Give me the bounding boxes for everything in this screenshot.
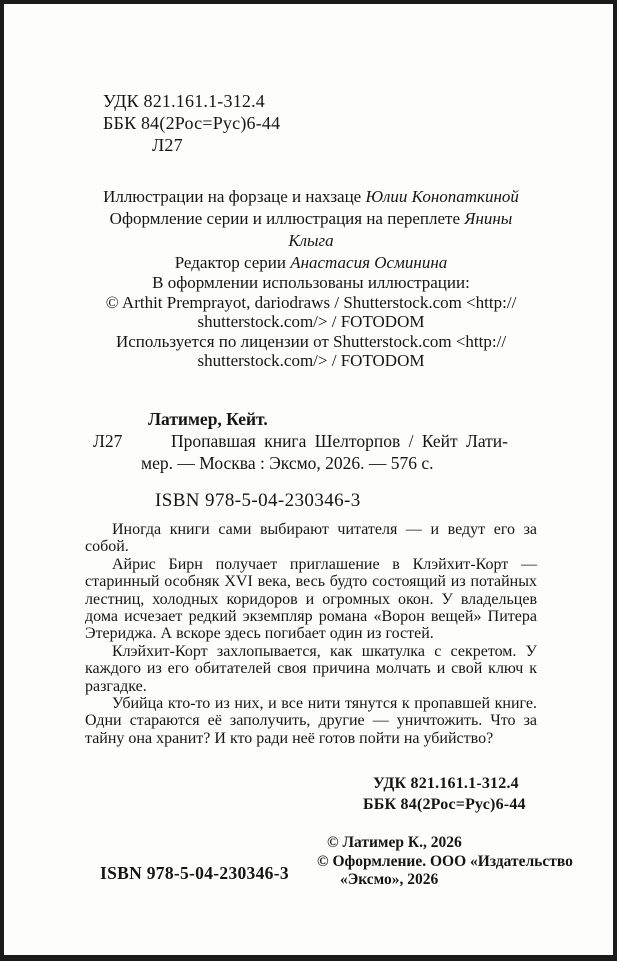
udk-line: УДК 821.161.1-312.4: [103, 91, 266, 111]
annotation-block: [85, 521, 537, 747]
credit-role: Редактор серии: [174, 253, 286, 272]
notice-line: В оформлении использованы иллюстрации:: [152, 273, 470, 292]
credit-line-cover: [85, 208, 537, 252]
copyright-author-line: © Латимер К., 2026: [327, 834, 462, 851]
copyright-block: [317, 834, 573, 890]
credit-role: Оформление серии и иллюстрация на переплете: [109, 209, 461, 228]
notice-line: © Arthit Premprayot, dariodraws / Shutterstock.com <http://: [105, 292, 517, 312]
illustration-license-block: [85, 273, 537, 371]
annotation-paragraph: Айрис Бирн получает приглашение в Клэйхит-Корт — старинный особняк XVI века, весь будто состоящий из потайных лестниц, холодных коридоров и огромных окон. У владельцев дома исчезает редкий экземпляр романа «Ворон вещей» Питера Этериджа. А вскоре здесь погибает один из гостей.: [85, 555, 537, 643]
copyright-publisher-line2: «Эксмо», 2026: [340, 871, 439, 888]
notice-line: shutterstock.com/> / FOTODOM: [197, 312, 425, 331]
credit-line-editor: [85, 252, 537, 274]
isbn-catalog: ISBN 978-5-04-230346-3: [155, 490, 361, 511]
credit-line-endpapers: [85, 186, 537, 208]
udk-line: УДК 821.161.1-312.4: [373, 775, 519, 792]
copyright-publisher-line: © Оформление. ООО «Издательство: [317, 852, 573, 870]
catalog-author: Латимер, Кейт.: [148, 409, 268, 429]
top-codes-block: [103, 90, 280, 156]
annotation-paragraph: Иногда книги сами выбирают читателя — и ведут его за собой.: [85, 521, 537, 556]
credit-role: Иллюстрации на форзаце и нахзаце: [103, 187, 362, 206]
notice-line: Используется по лицензии от Shutterstock.com <http://: [115, 331, 507, 351]
bbk-line: ББК 84(2Рос=Рус)6-44: [103, 113, 281, 133]
isbn-footer: ISBN 978-5-04-230346-3: [100, 863, 289, 883]
annotation-paragraph: Убийца кто-то из них, и все нити тянутся к пропавшей книге. Одни стараются её заполучить, другие — уничтожить. Что за тайну она хранит? И кто ради неё готов пойти на убийство?: [85, 695, 537, 747]
catalog-card-block: [85, 408, 537, 474]
catalog-entry-line: Пропавшая книга Шелторпов / Кейт Лати-: [171, 431, 508, 451]
catalog-entry-row: [85, 430, 537, 474]
credit-person: Янины Клыга: [288, 209, 513, 250]
credit-person: Анастасия Осминина: [290, 253, 448, 272]
author-code-line: Л27: [152, 135, 183, 155]
catalog-entry-line: мер. — Москва : Эксмо, 2026. — 576 с.: [141, 453, 434, 473]
bbk-line: ББК 84(2Рос=Рус)6-44: [363, 795, 526, 813]
notice-line: shutterstock.com/> / FOTODOM: [197, 351, 425, 370]
catalog-code: Л27: [93, 431, 123, 451]
annotation-paragraph: Клэйхит-Корт захлопывается, как шкатулка с секретом. У каждого из его обитателей своя причина молчать и свой ключ к разгадке.: [85, 642, 537, 695]
credit-person: Юлии Конопаткиной: [365, 187, 519, 206]
page: [4, 4, 613, 955]
series-credits-block: [85, 186, 537, 274]
bottom-codes-block: [363, 774, 526, 815]
